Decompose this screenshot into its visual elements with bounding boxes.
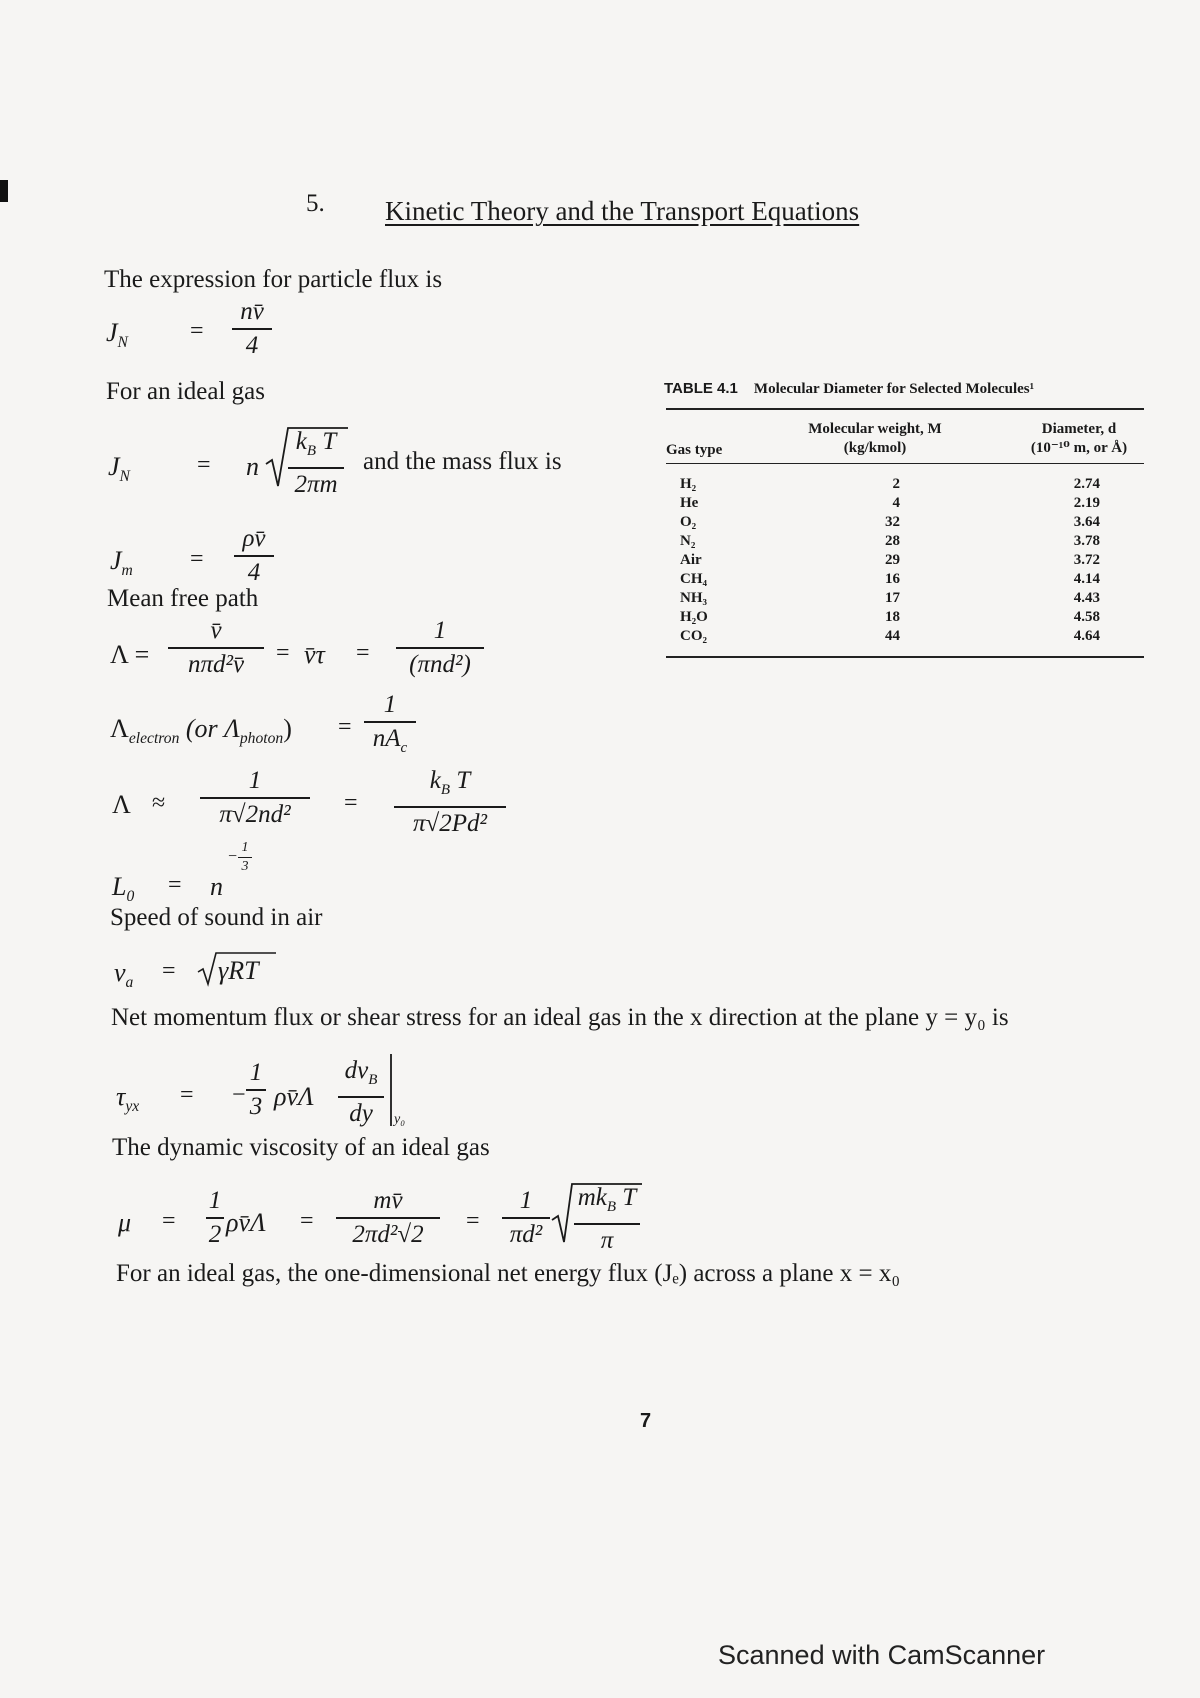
exponent-one-third: 1 3 bbox=[238, 840, 252, 875]
table-cell-d: 3.64 bbox=[1073, 514, 1100, 530]
section-title: Kinetic Theory and the Transport Equations bbox=[385, 196, 860, 226]
particle-flux-fraction: nv̄ 4 bbox=[232, 297, 272, 361]
equals-sign: = bbox=[168, 872, 182, 898]
mean-free-path-label: Mean free path bbox=[107, 585, 259, 612]
lambda-symbol: Λ bbox=[112, 790, 131, 819]
table-cell-mw: 29 bbox=[885, 552, 900, 568]
scanner-watermark: Scanned with CamScanner bbox=[718, 1640, 1046, 1670]
table-cell-d: 4.64 bbox=[1073, 628, 1100, 644]
one-over-nac: 1 $nA_c$ bbox=[364, 690, 416, 763]
table-cell-d: 4.58 bbox=[1073, 609, 1100, 625]
table-cell-gas: O₂ bbox=[680, 514, 697, 530]
mkbt-over-pi: $mk_B$ T π bbox=[574, 1183, 640, 1256]
table-cell-mw: 32 bbox=[885, 514, 900, 530]
speed-of-sound-label: Speed of sound in air bbox=[110, 904, 323, 931]
ideal-gas-label: For an ideal gas bbox=[106, 378, 265, 405]
l0-lhs: $L_0$ bbox=[112, 872, 135, 906]
equals-sign: = bbox=[338, 714, 352, 740]
jm-lhs: $J_m$ bbox=[110, 546, 133, 580]
one-half: 1 2 bbox=[206, 1186, 224, 1250]
va-lhs: $v_a$ bbox=[114, 958, 134, 992]
equals-sign: = bbox=[190, 318, 204, 344]
table-cell-mw: 16 bbox=[885, 571, 900, 587]
particle-flux-intro: The expression for particle flux is bbox=[104, 266, 443, 293]
table-cell-gas: NH₃ bbox=[680, 590, 707, 606]
table-cell-mw: 2 bbox=[892, 476, 900, 492]
one-over-pid2: 1 πd² bbox=[502, 1186, 550, 1250]
table-cell-d: 3.78 bbox=[1073, 533, 1100, 549]
table-cell-mw: 44 bbox=[885, 628, 900, 644]
column-gas-type bbox=[680, 475, 708, 646]
table-cell-d: 2.19 bbox=[1073, 495, 1100, 511]
jn-lhs-2: $J_N$ bbox=[108, 452, 130, 486]
minus-sign: − bbox=[232, 1082, 246, 1108]
table-cell-gas: CH₄ bbox=[680, 571, 707, 587]
section-number: 5. bbox=[306, 190, 325, 217]
page-number: 7 bbox=[640, 1410, 652, 1432]
equals-sign: = bbox=[466, 1208, 480, 1234]
lambda-approx-fraction-p: $k_B$ T π√2Pd² bbox=[394, 766, 506, 839]
table-bottom-rule bbox=[666, 656, 1144, 658]
table-cell-gas: H₂ bbox=[680, 476, 697, 492]
rho-v-lambda: ρv̄Λ bbox=[274, 1082, 314, 1111]
table-cell-mw: 28 bbox=[885, 533, 900, 549]
table-cell-mw: 4 bbox=[892, 495, 900, 511]
table-caption bbox=[664, 380, 1034, 398]
table-cell-gas: Air bbox=[680, 552, 702, 568]
table-cell-gas: He bbox=[680, 495, 699, 511]
equals-sign: = bbox=[162, 958, 176, 984]
table-cell-mw: 18 bbox=[885, 609, 900, 625]
lambda-electron: $\Lambda_{electron}$ (or $\Lambda_{photon}$) bbox=[110, 714, 292, 748]
mu-lhs: μ bbox=[118, 1208, 132, 1237]
rho-v-lambda-2: ρv̄Λ bbox=[226, 1208, 266, 1237]
equals-sign: = bbox=[356, 640, 370, 666]
table-cell-d: 4.43 bbox=[1073, 590, 1100, 606]
table-cell-d: 3.72 bbox=[1073, 552, 1100, 568]
momentum-flux-text: Net momentum flux or shear stress for an ideal gas in the x direction at the plane y = y₀ is bbox=[111, 1004, 1009, 1031]
mass-flux-conj: and the mass flux is bbox=[363, 448, 562, 475]
table-header-rule bbox=[666, 463, 1144, 464]
y0-subscript: y₀ bbox=[394, 1112, 406, 1127]
neg-sign: − bbox=[228, 848, 238, 865]
header-diameter: Diameter, d (10⁻¹⁰ m, or Å) bbox=[1030, 421, 1128, 456]
equals-sign: = bbox=[190, 546, 204, 572]
vbar-over-npid2vbar: v̄ nπd²v̄ bbox=[168, 616, 264, 680]
table-cell-gas: H₂O bbox=[680, 609, 708, 625]
table-cell-mw: 17 bbox=[885, 590, 900, 606]
tau-lhs: $\tau_{yx}$ bbox=[116, 1082, 140, 1116]
equals-sign: = bbox=[276, 640, 290, 666]
header-molecular-weight: Molecular weight, M (kg/kmol) bbox=[808, 421, 942, 456]
jn-lhs: $J_N$ bbox=[106, 318, 128, 352]
scan-edge-mark bbox=[0, 180, 8, 202]
gamma-rt: γRT bbox=[218, 956, 259, 985]
equals-sign: = bbox=[197, 452, 211, 478]
mass-flux-fraction: ρv̄ 4 bbox=[234, 524, 274, 588]
energy-flux-text: For an ideal gas, the one-dimensional net energy flux (Jₑ) across a plane x = x₀ bbox=[116, 1260, 901, 1287]
equals-sign: = bbox=[180, 1082, 194, 1108]
table-title: Molecular Diameter for Selected Molecules¹ bbox=[753, 381, 1035, 397]
table-label: TABLE 4.1 bbox=[664, 380, 738, 397]
equals-sign: = bbox=[344, 790, 358, 816]
table-cell-gas: CO₂ bbox=[680, 628, 707, 644]
column-diameter bbox=[1060, 475, 1100, 646]
equals-sign: = bbox=[300, 1208, 314, 1234]
approx-sign: ≈ bbox=[152, 790, 166, 816]
table-cell-gas: N₂ bbox=[680, 533, 696, 549]
one-third: 1 3 bbox=[246, 1058, 266, 1122]
table-top-rule bbox=[666, 408, 1144, 410]
n-factor: n bbox=[246, 452, 259, 481]
dynamic-viscosity-label: The dynamic viscosity of an ideal gas bbox=[112, 1134, 490, 1161]
vbar-tau: v̄τ bbox=[304, 640, 325, 669]
lambda-approx-fraction-n: 1 π√2nd² bbox=[200, 766, 310, 830]
kbt-over-2pim: $k_B$ T 2πm bbox=[288, 427, 344, 500]
lambda-eq: Λ = bbox=[110, 640, 150, 669]
column-molecular-weight bbox=[860, 475, 900, 646]
dvb-over-dy: $dv_B$ dy bbox=[338, 1056, 384, 1129]
mvbar-over-2pid2root2: mv̄ 2πd²√2 bbox=[336, 1186, 440, 1250]
equals-sign: = bbox=[162, 1208, 176, 1234]
one-over-pind2: 1 (πnd²) bbox=[396, 616, 484, 680]
header-gas-type: Gas type bbox=[666, 442, 723, 458]
table-cell-d: 2.74 bbox=[1073, 476, 1100, 492]
table-cell-d: 4.14 bbox=[1073, 571, 1100, 587]
n-base: n bbox=[210, 872, 223, 901]
